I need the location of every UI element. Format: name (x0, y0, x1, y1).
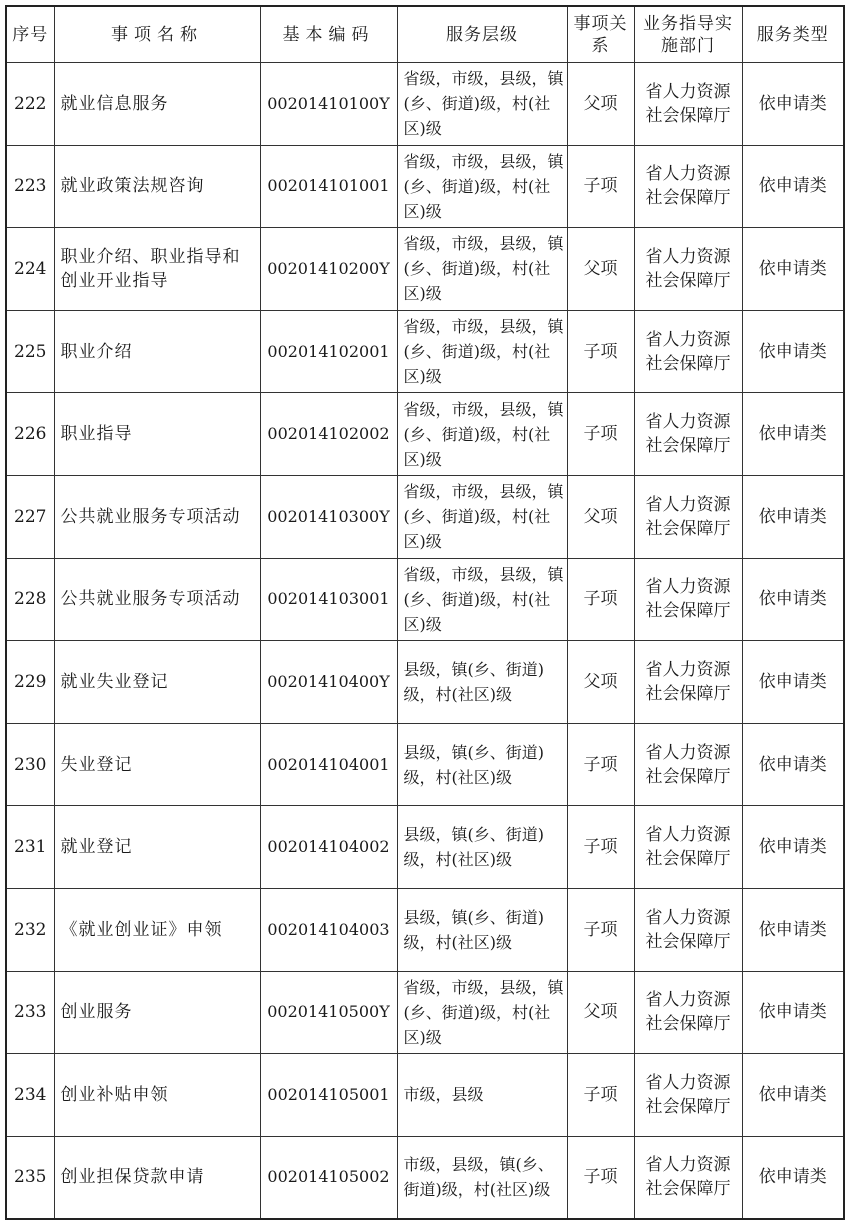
cell-name: 公共就业服务专项活动 (54, 475, 260, 558)
cell-seq: 231 (6, 806, 54, 889)
header-code: 基本编码 (260, 6, 397, 63)
cell-seq: 227 (6, 475, 54, 558)
cell-dept: 省人力资源社会保障厅 (634, 310, 742, 393)
cell-dept: 省人力资源社会保障厅 (634, 63, 742, 146)
cell-relation: 父项 (567, 475, 634, 558)
cell-code: 002014105002 (260, 1136, 397, 1219)
cell-type: 依申请类 (742, 63, 844, 146)
table-body (6, 63, 844, 1219)
cell-dept: 省人力资源社会保障厅 (634, 475, 742, 558)
cell-relation: 子项 (567, 310, 634, 393)
cell-type: 依申请类 (742, 1136, 844, 1219)
table-row (6, 723, 844, 806)
cell-seq: 230 (6, 723, 54, 806)
table-row (6, 475, 844, 558)
cell-level: 省级，市级，县级，镇(乡、街道)级，村(社区)级 (397, 971, 567, 1054)
cell-seq: 232 (6, 888, 54, 971)
cell-level: 省级，市级，县级，镇(乡、街道)级，村(社区)级 (397, 63, 567, 146)
cell-code: 00201410200Y (260, 228, 397, 311)
cell-dept: 省人力资源社会保障厅 (634, 1054, 742, 1137)
cell-name: 就业失业登记 (54, 641, 260, 724)
cell-dept: 省人力资源社会保障厅 (634, 641, 742, 724)
table-row (6, 641, 844, 724)
cell-type: 依申请类 (742, 971, 844, 1054)
cell-seq: 223 (6, 145, 54, 228)
cell-relation: 子项 (567, 1054, 634, 1137)
cell-level: 县级，镇(乡、街道)级，村(社区)级 (397, 723, 567, 806)
cell-type: 依申请类 (742, 1054, 844, 1137)
cell-code: 002014104002 (260, 806, 397, 889)
header-row (6, 6, 844, 63)
table-row (6, 310, 844, 393)
cell-dept: 省人力资源社会保障厅 (634, 723, 742, 806)
cell-relation: 父项 (567, 971, 634, 1054)
table-row (6, 1136, 844, 1219)
cell-seq: 226 (6, 393, 54, 476)
cell-seq: 233 (6, 971, 54, 1054)
cell-seq: 228 (6, 558, 54, 641)
header-type: 服务类型 (742, 6, 844, 63)
cell-level: 省级，市级，县级，镇(乡、街道)级，村(社区)级 (397, 475, 567, 558)
cell-relation: 父项 (567, 63, 634, 146)
cell-level: 市级，县级 (397, 1054, 567, 1137)
cell-type: 依申请类 (742, 475, 844, 558)
cell-seq: 224 (6, 228, 54, 311)
cell-level: 省级，市级，县级，镇(乡、街道)级，村(社区)级 (397, 145, 567, 228)
header-level: 服务层级 (397, 6, 567, 63)
cell-dept: 省人力资源社会保障厅 (634, 393, 742, 476)
cell-dept: 省人力资源社会保障厅 (634, 888, 742, 971)
header-seq: 序号 (6, 6, 54, 63)
cell-name: 职业介绍、职业指导和创业开业指导 (54, 228, 260, 311)
table-row (6, 1054, 844, 1137)
cell-name: 创业补贴申领 (54, 1054, 260, 1137)
cell-code: 00201410500Y (260, 971, 397, 1054)
cell-relation: 子项 (567, 145, 634, 228)
cell-seq: 225 (6, 310, 54, 393)
cell-name: 《就业创业证》申领 (54, 888, 260, 971)
cell-name: 失业登记 (54, 723, 260, 806)
cell-dept: 省人力资源社会保障厅 (634, 228, 742, 311)
table-row (6, 558, 844, 641)
cell-dept: 省人力资源社会保障厅 (634, 971, 742, 1054)
cell-level: 省级，市级，县级，镇(乡、街道)级，村(社区)级 (397, 228, 567, 311)
cell-relation: 子项 (567, 1136, 634, 1219)
cell-type: 依申请类 (742, 806, 844, 889)
cell-type: 依申请类 (742, 310, 844, 393)
cell-name: 就业信息服务 (54, 63, 260, 146)
cell-type: 依申请类 (742, 641, 844, 724)
cell-type: 依申请类 (742, 228, 844, 311)
cell-type: 依申请类 (742, 393, 844, 476)
cell-dept: 省人力资源社会保障厅 (634, 558, 742, 641)
cell-name: 职业指导 (54, 393, 260, 476)
cell-name: 公共就业服务专项活动 (54, 558, 260, 641)
cell-code: 002014102001 (260, 310, 397, 393)
table-row (6, 393, 844, 476)
cell-code: 002014104001 (260, 723, 397, 806)
cell-code: 002014102002 (260, 393, 397, 476)
cell-seq: 234 (6, 1054, 54, 1137)
cell-level: 县级，镇(乡、街道)级，村(社区)级 (397, 641, 567, 724)
cell-dept: 省人力资源社会保障厅 (634, 806, 742, 889)
cell-name: 创业担保贷款申请 (54, 1136, 260, 1219)
cell-name: 就业登记 (54, 806, 260, 889)
cell-type: 依申请类 (742, 145, 844, 228)
cell-dept: 省人力资源社会保障厅 (634, 1136, 742, 1219)
table-row (6, 228, 844, 311)
cell-relation: 子项 (567, 806, 634, 889)
table-row (6, 971, 844, 1054)
table-row (6, 145, 844, 228)
cell-relation: 子项 (567, 888, 634, 971)
cell-code: 00201410400Y (260, 641, 397, 724)
cell-seq: 222 (6, 63, 54, 146)
cell-level: 县级，镇(乡、街道)级，村(社区)级 (397, 888, 567, 971)
cell-level: 省级，市级，县级，镇(乡、街道)级，村(社区)级 (397, 558, 567, 641)
cell-dept: 省人力资源社会保障厅 (634, 145, 742, 228)
table-row (6, 63, 844, 146)
cell-code: 002014104003 (260, 888, 397, 971)
header-dept: 业务指导实施部门 (634, 6, 742, 63)
cell-type: 依申请类 (742, 888, 844, 971)
cell-code: 00201410300Y (260, 475, 397, 558)
cell-relation: 子项 (567, 393, 634, 476)
cell-seq: 229 (6, 641, 54, 724)
cell-level: 县级，镇(乡、街道)级，村(社区)级 (397, 806, 567, 889)
table-header (6, 6, 844, 63)
header-relation: 事项关系 (567, 6, 634, 63)
cell-name: 创业服务 (54, 971, 260, 1054)
cell-level: 省级，市级，县级，镇(乡、街道)级，村(社区)级 (397, 393, 567, 476)
document-page (5, 5, 843, 1220)
cell-code: 002014101001 (260, 145, 397, 228)
cell-name: 就业政策法规咨询 (54, 145, 260, 228)
cell-seq: 235 (6, 1136, 54, 1219)
service-items-table (5, 5, 845, 1220)
cell-name: 职业介绍 (54, 310, 260, 393)
cell-type: 依申请类 (742, 558, 844, 641)
cell-relation: 父项 (567, 228, 634, 311)
cell-code: 002014103001 (260, 558, 397, 641)
cell-type: 依申请类 (742, 723, 844, 806)
cell-level: 市级，县级，镇(乡、街道)级，村(社区)级 (397, 1136, 567, 1219)
cell-level: 省级，市级，县级，镇(乡、街道)级，村(社区)级 (397, 310, 567, 393)
cell-relation: 子项 (567, 558, 634, 641)
cell-relation: 子项 (567, 723, 634, 806)
header-name: 事项名称 (54, 6, 260, 63)
cell-relation: 父项 (567, 641, 634, 724)
table-row (6, 806, 844, 889)
cell-code: 002014105001 (260, 1054, 397, 1137)
table-row (6, 888, 844, 971)
cell-code: 00201410100Y (260, 63, 397, 146)
